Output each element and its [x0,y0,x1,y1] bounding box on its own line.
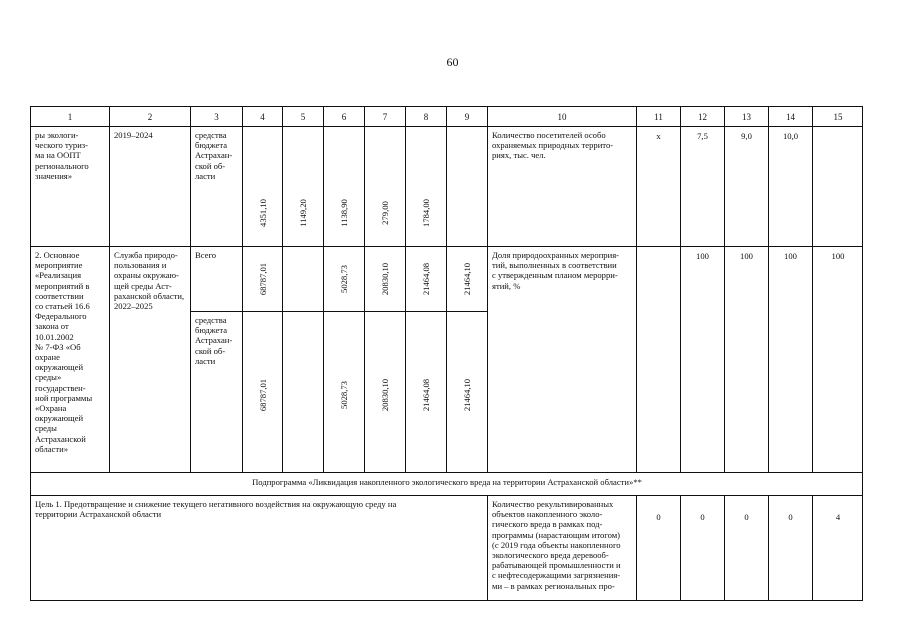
col-header-10: 10 [487,106,636,126]
row1-year-4: 1784,00 [405,126,446,246]
row2-total-year-3: 20830,10 [364,246,405,311]
col-header-11: 11 [636,106,680,126]
col-header-6: 6 [323,106,364,126]
row1-value-15 [812,126,863,246]
row1-indicator: Количество посетителей особо охраняемых природных террито- риях, тыс. чел. [487,126,636,246]
row3-value-12: 0 [680,495,724,601]
col-header-9: 9 [446,106,487,126]
row2-total-year-4: 21464,08 [405,246,446,311]
table-border-right [862,106,863,601]
row1-year-2: 1138,90 [323,126,364,246]
goal-text: Цель 1. Предотвращение и снижение текущего негативного воздействия на окружающую среду на территории Астраханской области [30,495,487,601]
row1-period: 2019–2024 [109,126,190,246]
row2-total-year-1 [282,246,323,311]
row2-budget-sum: 68787,01 [242,311,282,472]
col-header-7: 7 [364,106,405,126]
row1-measure-name: ры экологи- ческого туриз- ма на ООПТ регионального значения» [30,126,109,246]
col-header-1: 1 [30,106,109,126]
row2-budget-label: средства бюджета Астрахан- ской об- ласти [190,311,242,472]
row2-value-14: 100 [768,246,812,472]
row3-value-15: 4 [812,495,863,601]
col-header-13: 13 [724,106,768,126]
row1-value-13: 9,0 [724,126,768,246]
col-header-14: 14 [768,106,812,126]
row2-executor: Служба природо- пользования и охраны окружаю- щей среды Аст- раханской области, 2022–2025 [109,246,190,472]
col-header-8: 8 [405,106,446,126]
row2-total-label: Всего [190,246,242,311]
row1-base-value: х [636,126,680,246]
budget-table [30,106,863,601]
row2-total-year-5: 21464,10 [446,246,487,311]
row2-indicator: Доля природоохранных мероприя- тий, выполненных в соответствии с утвержденным планом мероpри- ятий, % [487,246,636,472]
col-header-5: 5 [282,106,323,126]
col-header-4: 4 [242,106,282,126]
row1-funding-source: средства бюджета Астрахан- ской об- ласти [190,126,242,246]
table-border-bottom [30,600,863,601]
col-header-3: 3 [190,106,242,126]
row1-year-3: 279,00 [364,126,405,246]
row1-total: 4351,10 [242,126,282,246]
row3-value-13: 0 [724,495,768,601]
row2-value-13: 100 [724,246,768,472]
row1-value-14: 10,0 [768,126,812,246]
row2-budget-year-3: 20830,10 [364,311,405,472]
row2-budget-year-2: 5028,73 [323,311,364,472]
row2-base-value [636,246,680,472]
row2-value-12: 100 [680,246,724,472]
row1-value-12: 7,5 [680,126,724,246]
row2-value-15: 100 [812,246,863,472]
row2-budget-year-4: 21464,08 [405,311,446,472]
row3-value-14: 0 [768,495,812,601]
row2-total-year-2: 5028,73 [323,246,364,311]
page-number: 60 [446,55,459,69]
col-header-12: 12 [680,106,724,126]
col-header-2: 2 [109,106,190,126]
row3-indicator: Количество рекультивированных объектов накопленного эколо- гического вреда в рамках под- программы (нарастающим итогом) (с 2019 года объекты накопленного экологического вреда деревооб- рабатывающей промышленности и с нефтесодержащими загрязнения- ми – в рамках региональных про- [487,495,636,601]
row1-year-5 [446,126,487,246]
row1-year-1: 1149,20 [282,126,323,246]
row2-budget-year-1 [282,311,323,472]
row2-measure-name: 2. Основное мероприятие «Реализация мероприятий в соответствии со статьей 16.6 Федерального закона от 10.01.2002 № 7-ФЗ «Об охране окружающей среды» государствен- ной программы «Охрана окружающей среды Астраханской области» [30,246,109,472]
col-header-15: 15 [812,106,863,126]
row2-total-sum: 68787,01 [242,246,282,311]
row2-budget-year-5: 21464,10 [446,311,487,472]
row3-value-11: 0 [636,495,680,601]
subprogram-title: Подпрограмма «Ликвидация накопленного экологического вреда на территории Астраханской области»** [30,472,863,495]
